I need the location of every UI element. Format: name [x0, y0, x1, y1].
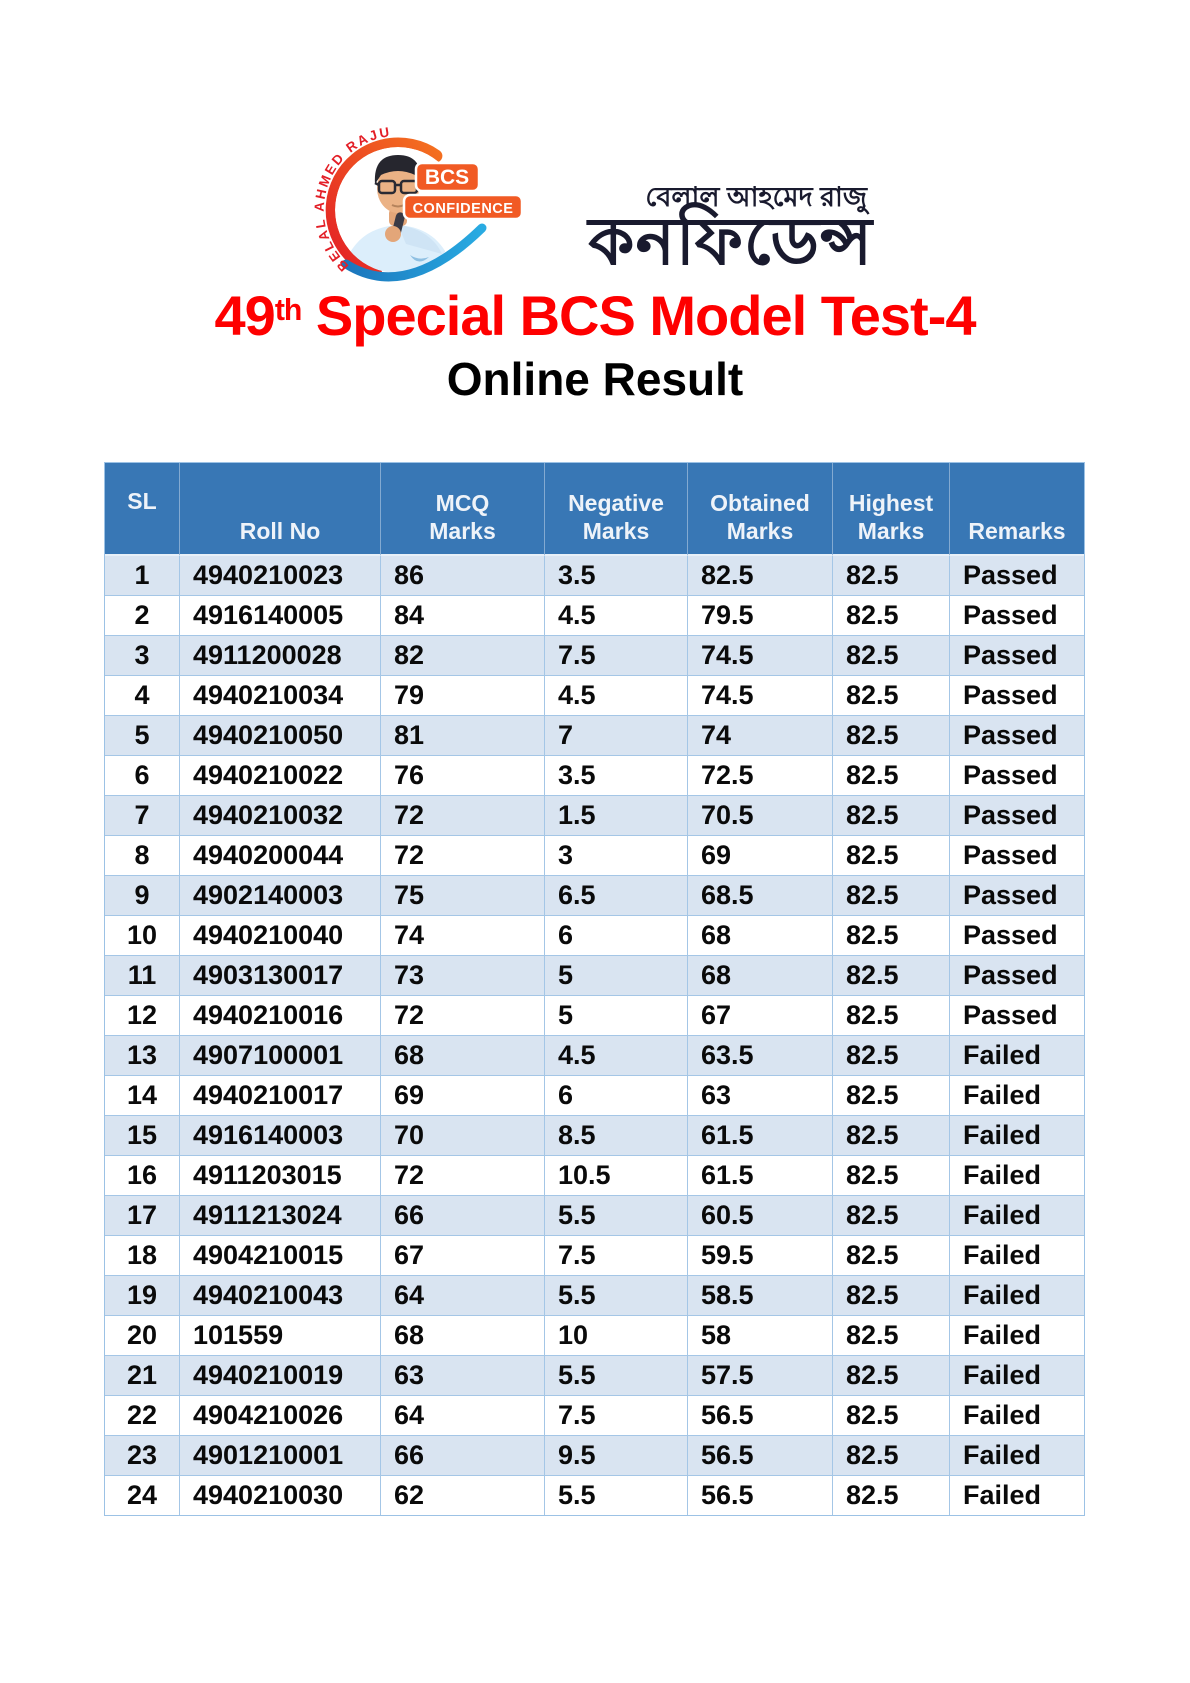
col-header-highest-marks: Highest Marks	[833, 463, 950, 556]
cell-sl: 12	[105, 996, 180, 1036]
cell-mcq-marks: 79	[381, 676, 545, 716]
cell-remarks: Failed	[950, 1316, 1084, 1356]
cell-negative-marks: 10.5	[545, 1156, 688, 1196]
cell-roll-no: 4907100001	[180, 1036, 381, 1076]
col-header-roll-no: Roll No	[180, 463, 381, 556]
cell-negative-marks: 5.5	[545, 1356, 688, 1396]
cell-remarks: Failed	[950, 1396, 1084, 1436]
cell-highest-marks: 82.5	[833, 876, 950, 916]
table-row	[105, 1476, 1084, 1515]
cell-mcq-marks: 62	[381, 1476, 545, 1515]
cell-mcq-marks: 76	[381, 756, 545, 796]
cell-roll-no: 4940210040	[180, 916, 381, 956]
cell-highest-marks: 82.5	[833, 1396, 950, 1436]
cell-mcq-marks: 72	[381, 996, 545, 1036]
cell-highest-marks: 82.5	[833, 1156, 950, 1196]
cell-mcq-marks: 86	[381, 556, 545, 596]
col-header-sl: SL	[105, 463, 180, 556]
cell-remarks: Passed	[950, 756, 1084, 796]
logo	[310, 126, 875, 290]
cell-negative-marks: 9.5	[545, 1436, 688, 1476]
table-row	[105, 996, 1084, 1036]
table-row	[105, 596, 1084, 636]
table-row	[105, 1076, 1084, 1116]
cell-obtained-marks: 58.5	[688, 1276, 833, 1316]
cell-negative-marks: 5.5	[545, 1196, 688, 1236]
cell-negative-marks: 6	[545, 1076, 688, 1116]
table-row	[105, 956, 1084, 996]
cell-highest-marks: 82.5	[833, 1116, 950, 1156]
cell-negative-marks: 6	[545, 916, 688, 956]
cell-mcq-marks: 69	[381, 1076, 545, 1116]
cell-sl: 8	[105, 836, 180, 876]
cell-mcq-marks: 72	[381, 1156, 545, 1196]
cell-negative-marks: 7.5	[545, 1396, 688, 1436]
cell-obtained-marks: 68	[688, 956, 833, 996]
confidence-badge-label: CONFIDENCE	[412, 201, 514, 217]
cell-obtained-marks: 58	[688, 1316, 833, 1356]
cell-obtained-marks: 69	[688, 836, 833, 876]
cell-mcq-marks: 66	[381, 1436, 545, 1476]
col-header-mcq-marks: MCQ Marks	[381, 463, 545, 556]
cell-obtained-marks: 57.5	[688, 1356, 833, 1396]
cell-negative-marks: 1.5	[545, 796, 688, 836]
owner-name-bengali: বেলাল আহমেদ রাজু	[645, 182, 867, 212]
title-ordinal-suffix: th	[274, 293, 302, 327]
cell-sl: 22	[105, 1396, 180, 1436]
cell-highest-marks: 82.5	[833, 596, 950, 636]
cell-sl: 20	[105, 1316, 180, 1356]
logo-owner-name-curved: BELAL AHMED RAJU	[311, 126, 393, 275]
cell-mcq-marks: 68	[381, 1036, 545, 1076]
cell-sl: 1	[105, 556, 180, 596]
cell-remarks: Failed	[950, 1156, 1084, 1196]
table-row	[105, 1196, 1084, 1236]
cell-highest-marks: 82.5	[833, 716, 950, 756]
table-row	[105, 756, 1084, 796]
cell-mcq-marks: 64	[381, 1276, 545, 1316]
cell-remarks: Failed	[950, 1116, 1084, 1156]
cell-remarks: Passed	[950, 836, 1084, 876]
cell-highest-marks: 82.5	[833, 1236, 950, 1276]
cell-sl: 24	[105, 1476, 180, 1515]
cell-negative-marks: 7.5	[545, 1236, 688, 1276]
cell-obtained-marks: 74.5	[688, 676, 833, 716]
cell-roll-no: 4940210050	[180, 716, 381, 756]
cell-roll-no: 4911200028	[180, 636, 381, 676]
cell-remarks: Passed	[950, 996, 1084, 1036]
cell-roll-no: 4911203015	[180, 1156, 381, 1196]
cell-obtained-marks: 68	[688, 916, 833, 956]
cell-sl: 17	[105, 1196, 180, 1236]
cell-remarks: Passed	[950, 676, 1084, 716]
cell-highest-marks: 82.5	[833, 756, 950, 796]
cell-negative-marks: 4.5	[545, 1036, 688, 1076]
cell-roll-no: 4940210030	[180, 1476, 381, 1515]
col-header-negative-marks: Negative Marks	[545, 463, 688, 556]
cell-remarks: Failed	[950, 1356, 1084, 1396]
cell-roll-no: 4940210023	[180, 556, 381, 596]
cell-roll-no: 4940210016	[180, 996, 381, 1036]
cell-negative-marks: 10	[545, 1316, 688, 1356]
cell-remarks: Failed	[950, 1476, 1084, 1515]
table-row	[105, 716, 1084, 756]
cell-sl: 13	[105, 1036, 180, 1076]
cell-sl: 11	[105, 956, 180, 996]
cell-highest-marks: 82.5	[833, 956, 950, 996]
cell-remarks: Failed	[950, 1436, 1084, 1476]
cell-sl: 21	[105, 1356, 180, 1396]
cell-highest-marks: 82.5	[833, 1076, 950, 1116]
brand-name-bengali: কনফিডেন্স	[588, 204, 873, 278]
cell-remarks: Failed	[950, 1196, 1084, 1236]
cell-obtained-marks: 63	[688, 1076, 833, 1116]
cell-roll-no: 101559	[180, 1316, 381, 1356]
title-number: 49	[214, 284, 275, 347]
cell-negative-marks: 5.5	[545, 1476, 688, 1515]
cell-obtained-marks: 56.5	[688, 1396, 833, 1436]
cell-remarks: Passed	[950, 796, 1084, 836]
cell-sl: 3	[105, 636, 180, 676]
cell-obtained-marks: 63.5	[688, 1036, 833, 1076]
cell-negative-marks: 4.5	[545, 676, 688, 716]
cell-highest-marks: 82.5	[833, 676, 950, 716]
cell-highest-marks: 82.5	[833, 556, 950, 596]
cell-obtained-marks: 72.5	[688, 756, 833, 796]
cell-sl: 4	[105, 676, 180, 716]
bcs-badge-label: BCS	[424, 166, 470, 189]
table-row	[105, 676, 1084, 716]
cell-sl: 5	[105, 716, 180, 756]
cell-obtained-marks: 82.5	[688, 556, 833, 596]
col-header-remarks: Remarks	[950, 463, 1084, 556]
cell-sl: 16	[105, 1156, 180, 1196]
cell-obtained-marks: 56.5	[688, 1436, 833, 1476]
cell-mcq-marks: 75	[381, 876, 545, 916]
cell-mcq-marks: 64	[381, 1396, 545, 1436]
cell-obtained-marks: 60.5	[688, 1196, 833, 1236]
cell-obtained-marks: 79.5	[688, 596, 833, 636]
table-row	[105, 1316, 1084, 1356]
cell-sl: 2	[105, 596, 180, 636]
cell-highest-marks: 82.5	[833, 636, 950, 676]
cell-sl: 18	[105, 1236, 180, 1276]
cell-sl: 10	[105, 916, 180, 956]
cell-mcq-marks: 82	[381, 636, 545, 676]
cell-sl: 14	[105, 1076, 180, 1116]
cell-highest-marks: 82.5	[833, 996, 950, 1036]
cell-highest-marks: 82.5	[833, 836, 950, 876]
cell-highest-marks: 82.5	[833, 916, 950, 956]
table-row	[105, 916, 1084, 956]
table-row	[105, 836, 1084, 876]
cell-highest-marks: 82.5	[833, 1476, 950, 1515]
cell-highest-marks: 82.5	[833, 796, 950, 836]
table-row	[105, 1396, 1084, 1436]
results-table	[104, 462, 1085, 1516]
cell-highest-marks: 82.5	[833, 1196, 950, 1236]
cell-roll-no: 4903130017	[180, 956, 381, 996]
cell-roll-no: 4940210043	[180, 1276, 381, 1316]
cell-remarks: Failed	[950, 1036, 1084, 1076]
cell-roll-no: 4940210034	[180, 676, 381, 716]
cell-sl: 19	[105, 1276, 180, 1316]
cell-negative-marks: 3.5	[545, 756, 688, 796]
cell-roll-no: 4940210022	[180, 756, 381, 796]
cell-sl: 7	[105, 796, 180, 836]
cell-negative-marks: 3	[545, 836, 688, 876]
cell-remarks: Passed	[950, 956, 1084, 996]
cell-remarks: Failed	[950, 1236, 1084, 1276]
cell-mcq-marks: 66	[381, 1196, 545, 1236]
result-heading: Online Result	[446, 353, 744, 405]
cell-remarks: Passed	[950, 716, 1084, 756]
cell-roll-no: 4904210015	[180, 1236, 381, 1276]
table-row	[105, 1036, 1084, 1076]
cell-negative-marks: 5.5	[545, 1276, 688, 1316]
cell-remarks: Passed	[950, 876, 1084, 916]
confidence-badge	[404, 195, 522, 219]
table-header-row	[105, 463, 1084, 556]
cell-roll-no: 4902140003	[180, 876, 381, 916]
cell-negative-marks: 4.5	[545, 596, 688, 636]
cell-sl: 6	[105, 756, 180, 796]
cell-highest-marks: 82.5	[833, 1276, 950, 1316]
cell-mcq-marks: 72	[381, 796, 545, 836]
cell-mcq-marks: 63	[381, 1356, 545, 1396]
cell-highest-marks: 82.5	[833, 1036, 950, 1076]
table-row	[105, 556, 1084, 596]
cell-roll-no: 4940210019	[180, 1356, 381, 1396]
col-header-obtained-marks: Obtained Marks	[688, 463, 833, 556]
cell-mcq-marks: 73	[381, 956, 545, 996]
cell-obtained-marks: 61.5	[688, 1156, 833, 1196]
cell-sl: 15	[105, 1116, 180, 1156]
cell-roll-no: 4916140005	[180, 596, 381, 636]
cell-highest-marks: 82.5	[833, 1316, 950, 1356]
cell-obtained-marks: 74.5	[688, 636, 833, 676]
cell-obtained-marks: 74	[688, 716, 833, 756]
cell-negative-marks: 7.5	[545, 636, 688, 676]
cell-negative-marks: 5	[545, 996, 688, 1036]
table-row	[105, 796, 1084, 836]
cell-roll-no: 4940200044	[180, 836, 381, 876]
cell-mcq-marks: 74	[381, 916, 545, 956]
cell-obtained-marks: 67	[688, 996, 833, 1036]
cell-sl: 9	[105, 876, 180, 916]
cell-remarks: Passed	[950, 916, 1084, 956]
cell-roll-no: 4940210017	[180, 1076, 381, 1116]
table-row	[105, 876, 1084, 916]
cell-remarks: Passed	[950, 636, 1084, 676]
cell-remarks: Failed	[950, 1076, 1084, 1116]
cell-obtained-marks: 70.5	[688, 796, 833, 836]
cell-remarks: Passed	[950, 596, 1084, 636]
cell-mcq-marks: 72	[381, 836, 545, 876]
table-row	[105, 1236, 1084, 1276]
cell-roll-no: 4904210026	[180, 1396, 381, 1436]
cell-mcq-marks: 81	[381, 716, 545, 756]
bcs-badge	[416, 163, 479, 191]
cell-highest-marks: 82.5	[833, 1436, 950, 1476]
cell-roll-no: 4911213024	[180, 1196, 381, 1236]
cell-remarks: Failed	[950, 1276, 1084, 1316]
cell-remarks: Passed	[950, 556, 1084, 596]
cell-mcq-marks: 67	[381, 1236, 545, 1276]
table-row	[105, 636, 1084, 676]
cell-obtained-marks: 68.5	[688, 876, 833, 916]
table-row	[105, 1356, 1084, 1396]
table-row	[105, 1436, 1084, 1476]
table-row	[105, 1156, 1084, 1196]
cell-roll-no: 4916140003	[180, 1116, 381, 1156]
cell-obtained-marks: 59.5	[688, 1236, 833, 1276]
cell-mcq-marks: 68	[381, 1316, 545, 1356]
cell-obtained-marks: 56.5	[688, 1476, 833, 1515]
cell-sl: 23	[105, 1436, 180, 1476]
table-row	[105, 1276, 1084, 1316]
cell-roll-no: 4901210001	[180, 1436, 381, 1476]
cell-roll-no: 4940210032	[180, 796, 381, 836]
cell-negative-marks: 8.5	[545, 1116, 688, 1156]
cell-mcq-marks: 84	[381, 596, 545, 636]
cell-negative-marks: 5	[545, 956, 688, 996]
cell-negative-marks: 3.5	[545, 556, 688, 596]
cell-mcq-marks: 70	[381, 1116, 545, 1156]
page-title	[0, 284, 1190, 347]
cell-highest-marks: 82.5	[833, 1356, 950, 1396]
title-rest: Special BCS Model Test-4	[301, 284, 976, 347]
table-row	[105, 1116, 1084, 1156]
cell-negative-marks: 6.5	[545, 876, 688, 916]
cell-obtained-marks: 61.5	[688, 1116, 833, 1156]
cell-negative-marks: 7	[545, 716, 688, 756]
